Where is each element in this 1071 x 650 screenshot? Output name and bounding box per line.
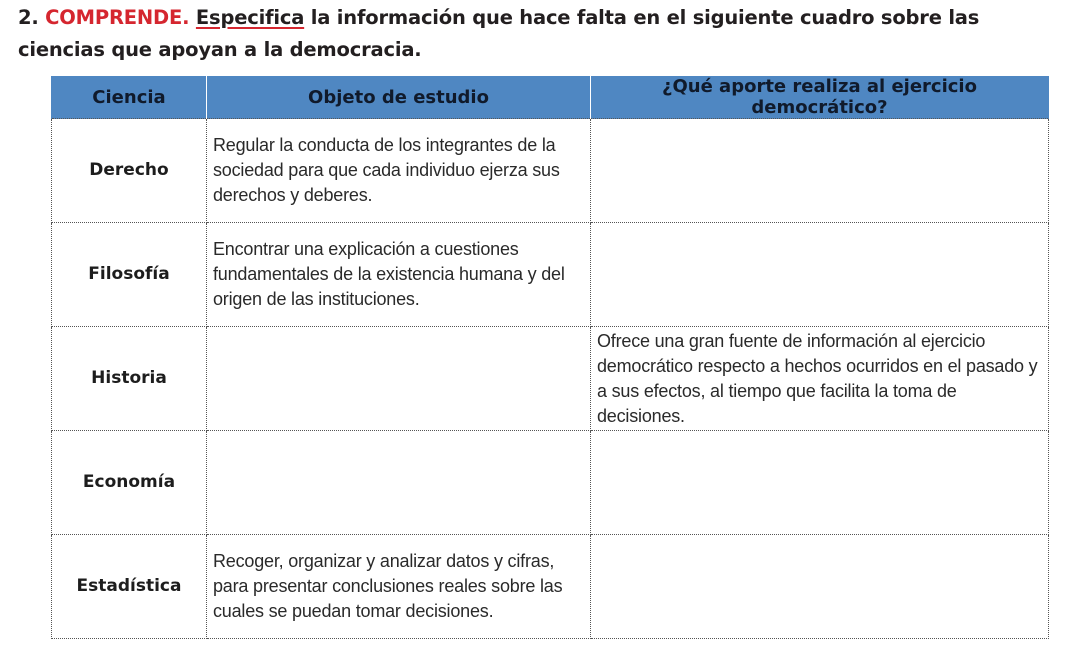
study-object-cell[interactable] (207, 327, 591, 431)
header-aporte: ¿Qué aporte realiza al ejercicio democrático? (591, 76, 1049, 119)
study-object-cell[interactable] (207, 119, 591, 223)
contribution-text: Ofrece una gran fuente de información al ejercicio democrático respecto a hechos ocurridos en el pasado y a sus efectos, al tiempo que facilita la toma de decisiones. (597, 330, 1038, 426)
exercise-number: 2. (18, 6, 39, 29)
science-name: Economía (52, 431, 207, 535)
table-header-row (52, 76, 1049, 119)
study-object-text: Recoger, organizar y analizar datos y cifras, para presentar conclusiones reales sobre las cuales se puedan tomar decisiones. (213, 551, 563, 621)
instruction-text (18, 2, 1058, 66)
sciences-table (51, 76, 1049, 639)
science-name: Filosofía (52, 223, 207, 327)
science-name: Derecho (52, 119, 207, 223)
table-row (52, 119, 1049, 223)
study-object-text: Regular la conducta de los integrantes de la sociedad para que cada individuo ejerza sus derechos y deberes. (213, 135, 560, 205)
contribution-cell[interactable] (591, 223, 1049, 327)
exercise-verb: Especifica (195, 6, 305, 29)
study-object-cell[interactable] (207, 431, 591, 535)
header-objeto: Objeto de estudio (207, 76, 591, 119)
contribution-cell[interactable] (591, 431, 1049, 535)
table-row (52, 535, 1049, 639)
contribution-cell[interactable] (591, 327, 1049, 431)
study-object-cell[interactable] (207, 535, 591, 639)
contribution-cell[interactable] (591, 535, 1049, 639)
table-row (52, 223, 1049, 327)
study-object-cell[interactable] (207, 223, 591, 327)
science-name: Historia (52, 327, 207, 431)
exercise-keyword: COMPRENDE. (45, 6, 190, 29)
table-row (52, 431, 1049, 535)
table-row (52, 327, 1049, 431)
header-ciencia: Ciencia (52, 76, 207, 119)
science-name: Estadística (52, 535, 207, 639)
contribution-cell[interactable] (591, 119, 1049, 223)
exercise-statement: la información que hace falta en el siguiente cuadro sobre las ciencias que apoyan a la democracia. (18, 6, 980, 61)
study-object-text: Encontrar una explicación a cuestiones fundamentales de la existencia humana y del origen de las instituciones. (213, 239, 565, 309)
